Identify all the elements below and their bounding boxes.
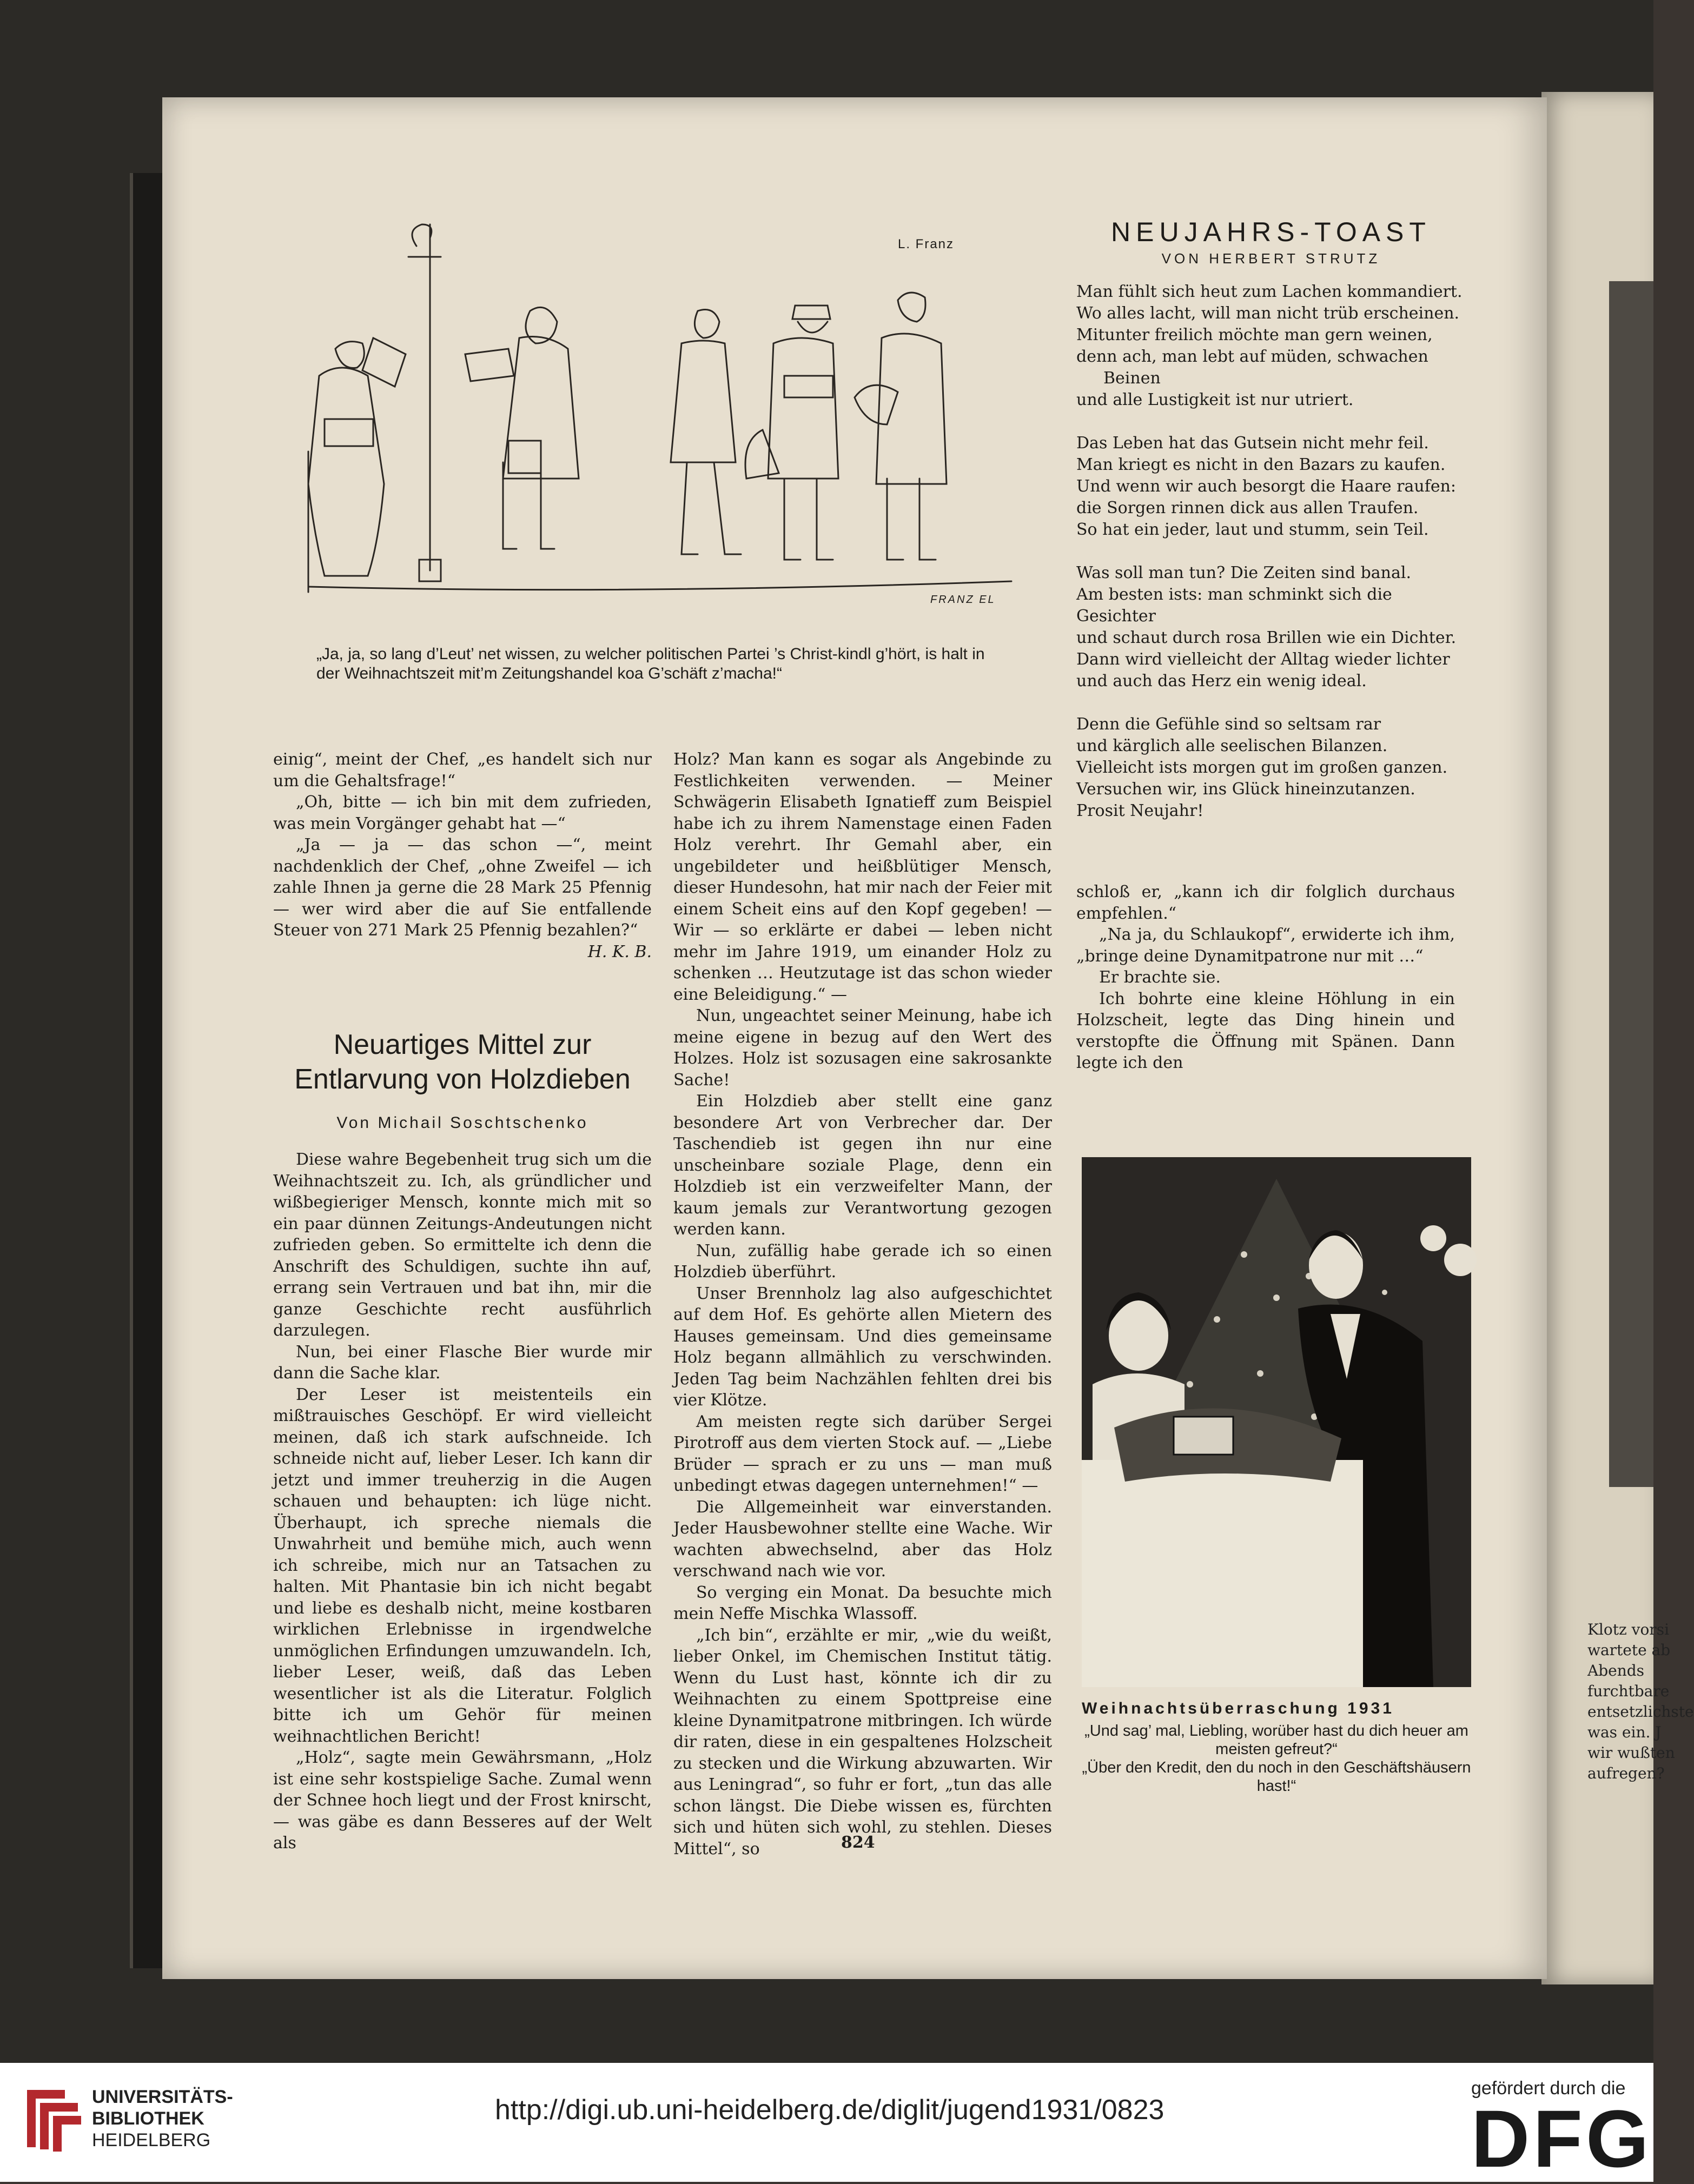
poem-stanza: Das Leben hat das Gutsein nicht mehr feil. Man kriegt es nicht in den Bazars zu kaufen. Und wenn wir auch besorgt die Haare raufen: die Sorgen rinnen dick aus allen Traufen. So hat ein jeder, laut und stumm, sein Teil. [1076, 434, 1457, 539]
newspaper-sellers-cartoon [287, 214, 1033, 625]
cartoon-caption: „Ja, ja, so lang d’Leut’ net wissen, zu welcher politischen Partei ’s Christ-kindl g’hört, is halt in der Weihnachtszeit mit’m Zeitungshandel koa G’schäft z’macha!“ [316, 645, 985, 682]
story-column-1: Diese wahre Begebenheit trug sich um die Weihnachtszeit zu. Ich, als gründlicher und wißbegieriger Mensch, konnte mich mit so ein paar dünnen Zeitungs-Andeutungen nicht zufrieden geben. So ermittelte ich denn die Anschrift des Schuldigen, suchte ihn auf, errang sein Vertrauen und bat ihn, mir die ganze Geschichte recht ausführlich darzulegen. Nun, bei einer Flasche Bier wurde mir dann die Sache klar. Der Leser ist meistenteils ein mißtrauisches Geschöpf. Er wird vielleicht meinen, daß ich stark aufschneide. Ich schneide nicht auf, lieber Leser. Ich kann dir jetzt und immer treuherzig in die Augen schauen und behaupten: ich lüge nicht. Überhaupt, ich spreche niemals die Unwahrheit und bemühe mich, auch wenn ich schreibe, mich nur an Tatsachen zu halten. Mit Phantasie bin ich nicht begabt und liebe es deshalb nicht, meine kostbaren wirklichen Erlebnisse in irgendwelche unmöglichen Erfindungen umzuwandeln. Ich, lieber Leser, weiß, daß das Leben wesentlicher ist als die Literatur. Folglich bitte ich um Gehör für meinen weihnachtlichen Bericht! „Holz“, sagte mein Gewährsmann, „Holz ist eine sehr kostspielige Sache. Zumal wenn der Schnee hoch liegt und der Frost knirscht, — was gäbe es dann Besseres auf der Welt als [273, 1150, 652, 1853]
illustration-title: Weihnachtsüberraschung 1931 [1082, 1700, 1394, 1717]
poem-stanza: Was soll man tun? Die Zeiten sind banal. Am besten ists: man schminkt sich die Gesichter und schaut durch rosa Brillen wie ein Dichter. Dann wird vielleicht der Alltag wieder lichter und auch das Herz ein wenig ideal. [1076, 563, 1457, 691]
page-number: 824 [841, 1833, 875, 1852]
illustration-caption: „Und sag’ mal, Liebling, worüber hast du dich heuer am meisten gefreut?“ „Über den Kredit, den du noch in den Geschäftshäusern hast!“ [1082, 1722, 1471, 1795]
poem-body [1076, 281, 1466, 844]
story-column-2: Holz? Man kann es sogar als Angebinde zu Festlichkeiten verwenden. — Meiner Schwägerin Elisabeth Ignatieff zum Beispiel habe ich zu ihrem Namenstage einen Faden Holz verehrt. Ihr Gemahl aber, ein ungebildeter und heißblütiger Mensch, dieser Hundesohn, hat mir nach der Feier mit einem Scheit eins auf den Kopf gegeben! — Wir — so erklärte er dabei — leben nicht mehr im Jahre 1919, um einander Holz zu schenken … Heutzutage ist das schon wieder eine Beleidigung.“ — Nun, ungeachtet seiner Meinung, habe ich meine eigene in bezug auf den Wert des Holzes. Holz ist sozusagen eine sakrosankte Sache! Ein Holzdieb aber stellt eine ganz besondere Art von Verbrecher dar. Der Taschendieb ist gegen ihn nur eine unscheinbare soziale Plage, denn ein Holzdieb ist ein verzweifelter Mann, der kaum jemals zur Verantwortung gezogen werden kann. Nun, zufällig habe gerade ich so einen Holzdieb überführt. Unser Brennholz lag also aufgeschichtet auf dem Hof. Es gehörte allen Mietern des Hauses gemeinsam. Und dies gemeinsame Holz begann allmählich zu verschwinden. Jeden Tag beim Nachzählen fehlten drei bis vier Klötze. Am meisten regte sich darüber Sergei Pirotroff aus dem vierten Stock auf. — „Liebe Brüder — sprach er zu uns — man muß unbedingt etwas dagegen unternehmen!“ — Die Allgemeinheit war einverstanden. Jeder Hausbewohner stellte eine Wache. Wir wachten abwechselnd, aber das Holz verschwand nach wie vor. So verging ein Monat. Da besuchte mich mein Neffe Mischka Wlassoff. „Ich bin“, erzählte er mir, „wie du weißt, lieber Onkel, im Chemischen Institut tätig. Wenn du Lust hast, könnte ich dir zu Weihnachten zu einem Spottpreise eine kleine Dynamitpatrone mitbringen. Ich würde dir raten, diese in ein gespaltenes Holzscheit zu stecken und die Wirkung abzuwarten. Wir aus Leningrad“, so fuhr er fort, „tun das alle schon längst. Die Diebe wissen es, fürchten sich und hüten sich wohl, zu stehlen. Dieses Mittel“, so [673, 750, 1052, 1858]
story-byline: Von Michail Soschtschenko [336, 1114, 588, 1132]
cartoon-artist: L. Franz [898, 237, 955, 251]
facing-page-text: Klotz vorsi wartete ab Abends furchtbare entsetzlichste was ein. J wir wußten aufregen? [1587, 1621, 1694, 1782]
story-title: Neuartiges Mittel zur Entlarvung von Holzdieben [294, 1029, 631, 1095]
cartoon-signature: FRANZ EL [930, 594, 996, 606]
library-name: UNIVERSITÄTS- BIBLIOTHEK HEIDELBERG [92, 2087, 233, 2150]
poem-author: VON HERBERT STRUTZ [1161, 250, 1381, 267]
poem-stanza: Man fühlt sich heut zum Lachen kommandiert. Wo alles lacht, will man nicht trüb erscheinen. Mitunter freilich möchte man gern weinen, denn ach, man lebt auf müden, schwachen Beinen und alle Lustigkeit ist nur utriert. [1076, 282, 1463, 409]
story-column-3: schloß er, „kann ich dir folglich durchaus empfehlen.“ „Na ja, du Schlaukopf“, erwiderte ich ihm, „bringe deine Dynamitpatrone nur mit …“ Er brachte sie. Ich bohrte eine kleine Höhlung in ein Holzscheit, legte das Ding hinein und verstopfte die Öffnung mit Spänen. Dann legte ich den [1076, 882, 1455, 1072]
poem-stanza: Denn die Gefühle sind so seltsam rar und kärglich alle seelischen Bilanzen. Vielleicht ists morgen gut im großen ganzen. Versuchen wir, ins Glück hineinzutanzen. Prosit Neujahr! [1076, 715, 1448, 820]
funding-label: gefördert durch die [1471, 2078, 1626, 2099]
permalink-url[interactable]: http://digi.ub.uni-heidelberg.de/diglit/jugend1931/0823 [495, 2094, 1164, 2126]
previous-story-ending: einig“, meint der Chef, „es handelt sich nur um die Gehaltsfrage!“ „Oh, bitte — ich bin mit dem zufrieden, was mein Vorgänger gehabt hat —“ „Ja — ja — das schon —“, meint nachdenklich der Chef, „ohne Zweifel — ich zahle Ihnen ja gerne die 28 Mark 25 Pfennig — wer wird aber die auf Sie entfallende Steuer von 271 Mark 25 Pfennig bezahlen?“ H. K. B. [273, 749, 652, 962]
christmas-illustration [1082, 1157, 1471, 1687]
poem-title: NEUJAHRS-TOAST [1111, 217, 1431, 247]
author-initials: H. K. B. [587, 942, 652, 961]
dfg-logo: DFG [1471, 2093, 1652, 2184]
library-logo-icon [22, 2079, 87, 2160]
facing-page-photo [1609, 281, 1653, 1487]
